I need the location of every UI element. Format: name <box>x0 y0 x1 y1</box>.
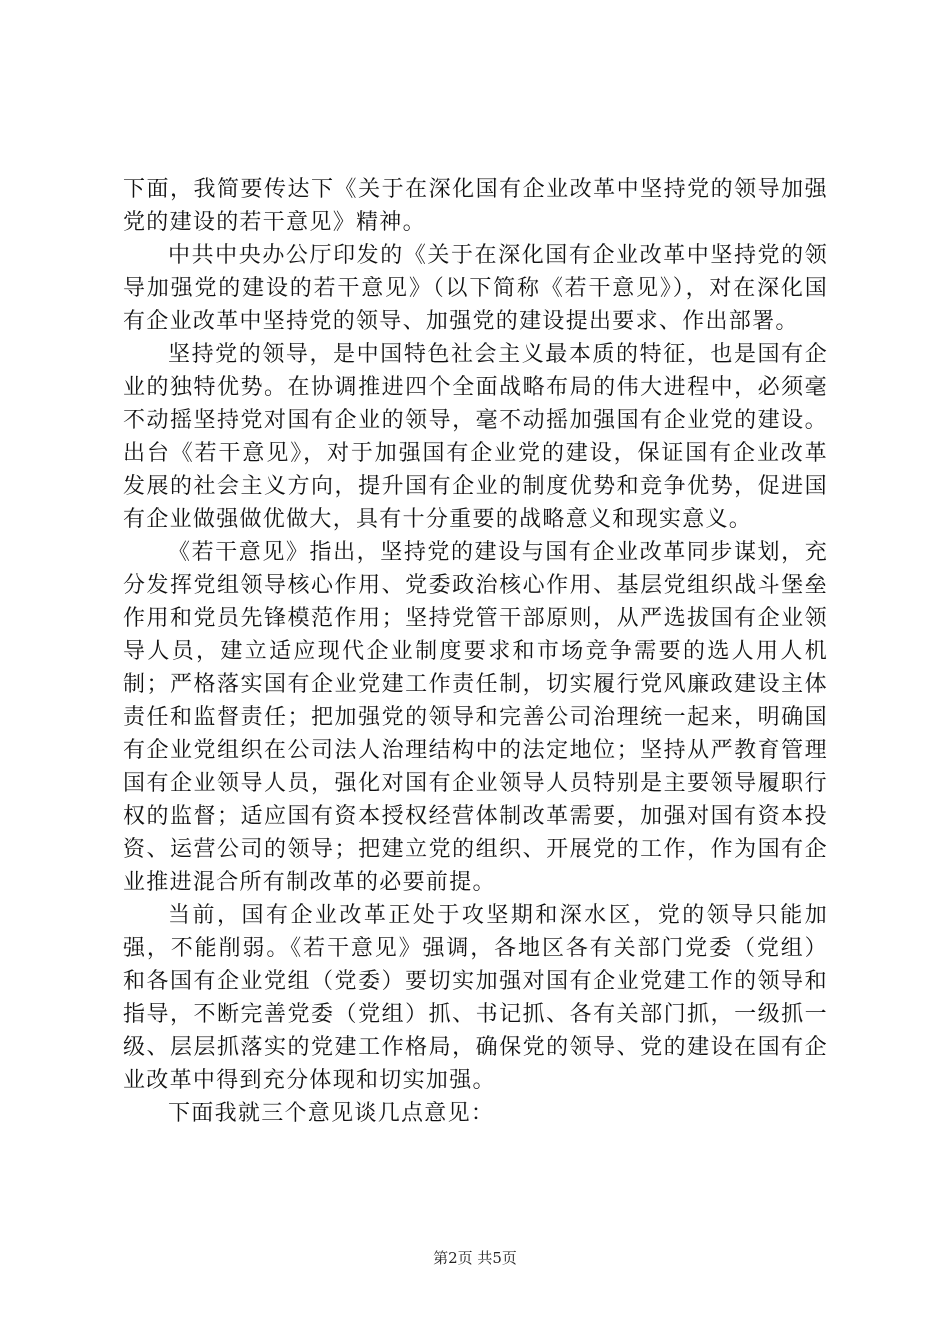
paragraph-party-leadership: 坚持党的领导，是中国特色社会主义最本质的特征，也是国有企业的独特优势。在协调推进四个全面战略布局的伟大进程中，必须毫不动摇坚持党对国有企业的领导，毫不动摇加强国有企业党的建设。出台《若干意见》，对于加强国有企业党的建设，保证国有企业改革发展的社会主义方向，提升国有企业的制度优势和竞争优势，促进国有企业做强做优做大，具有十分重要的战略意义和现实意义。 <box>123 342 828 532</box>
page-number-footer: 第2页 共5页 <box>433 1249 517 1267</box>
paragraph-closing: 下面我就三个意见谈几点意见： <box>168 1101 495 1126</box>
paragraph-opinions-points: 《若干意见》指出，坚持党的建设与国有企业改革同步谋划，充分发挥党组领导核心作用、党委政治核心作用、基层党组织战斗堡垒作用和党员先锋模范作用；坚持党管干部原则，从严选拔国有企业领导人员，建立适应现代企业制度要求和市场竞争需要的选人用人机制；严格落实国有企业党建工作责任制，切实履行党风廉政建设主体责任和监督责任；把加强党的领导和完善公司治理统一起来，明确国有企业党组织在公司法人治理结构中的法定地位；坚持从严教育管理国有企业领导人员，强化对国有企业领导人员特别是主要领导履职行权的监督；适应国有资本授权经营体制改革需要，加强对国有资本投资、运营公司的领导；把建立党的组织、开展党的工作，作为国有企业推进混合所有制改革的必要前提。 <box>123 540 828 895</box>
paragraph-opinions-issued: 中共中央办公厅印发的《关于在深化国有企业改革中坚持党的领导加强党的建设的若干意见》（以下简称《若干意见》），对在深化国有企业改革中坚持党的领导、加强党的建设提出要求、作出部署。 <box>123 243 828 334</box>
paragraph-intro: 下面，我简要传达下《关于在深化国有企业改革中坚持党的领导加强党的建设的若干意见》精神。 <box>123 177 828 235</box>
document-body <box>123 173 828 1130</box>
paragraph-current-reform: 当前，国有企业改革正处于攻坚期和深水区，党的领导只能加强，不能削弱。《若干意见》强调，各地区各有关部门党委（党组）和各国有企业党组（党委）要切实加强对国有企业党建工作的领导和指导，不断完善党委（党组）抓、书记抓、各有关部门抓，一级抓一级、层层抓落实的党建工作格局，确保党的领导、党的建设在国有企业改革中得到充分体现和切实加强。 <box>123 903 828 1093</box>
